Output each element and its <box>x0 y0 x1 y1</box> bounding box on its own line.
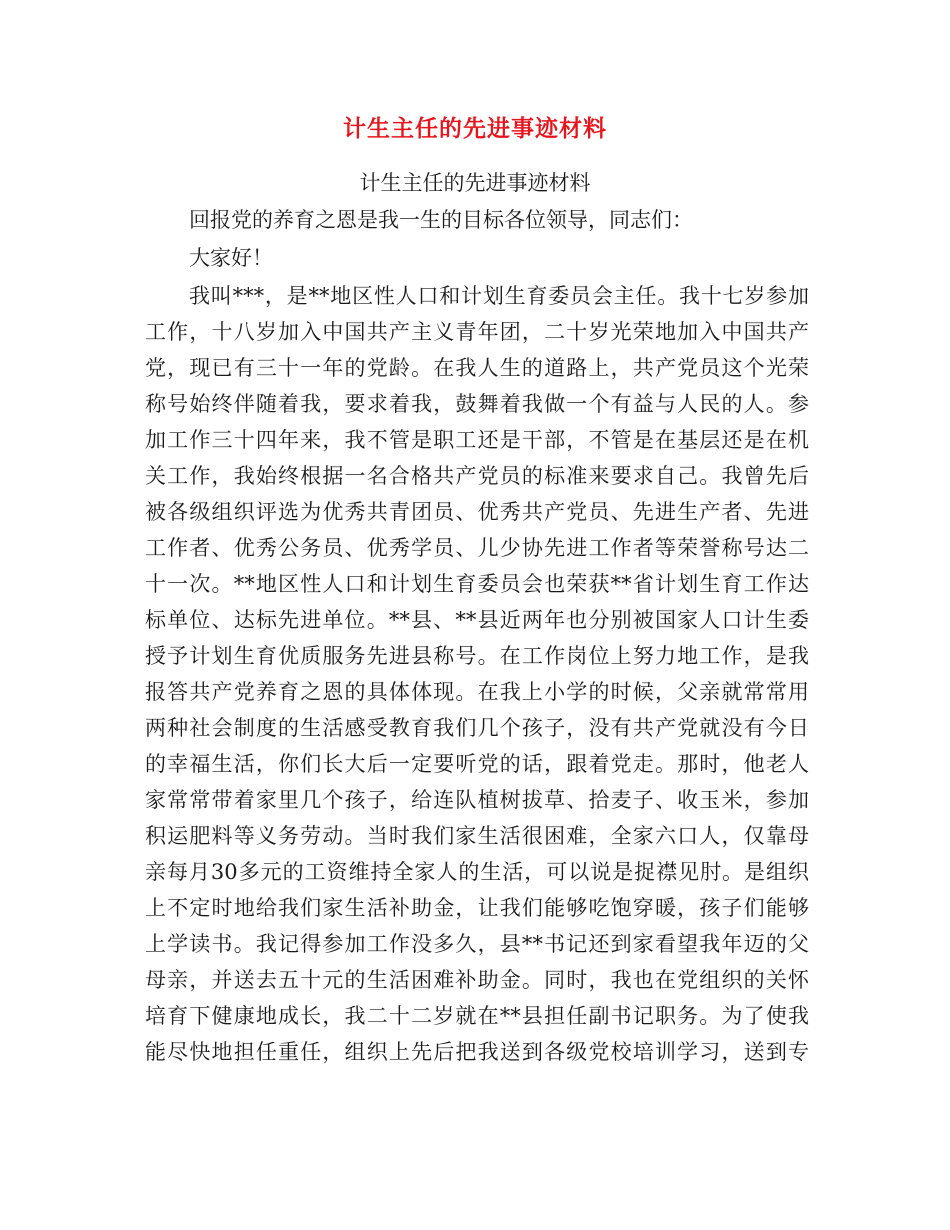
greeting-line: 大家好！ <box>189 246 273 270</box>
body-line: 十一次。**地区性人口和计划生育委员会也荣获**省计划生育工作达 <box>145 572 809 596</box>
body-line: 被各级组织评选为优秀共青团员、优秀共产党员、先进生产者、先进 <box>145 500 809 524</box>
body-line: 母亲，并送去五十元的生活困难补助金。同时，我也在党组织的关怀 <box>145 968 809 992</box>
body-line: 家常常带着家里几个孩子，给连队植树拔草、拾麦子、收玉米，参加 <box>145 788 809 812</box>
body-line: 称号始终伴随着我，要求着我，鼓舞着我做一个有益与人民的人。参 <box>145 392 809 416</box>
body-line: 报答共产党养育之恩的具体体现。在我上小学的时候，父亲就常常用 <box>145 680 809 704</box>
body-line: 加工作三十四年来，我不管是职工还是干部，不管是在基层还是在机 <box>145 428 809 452</box>
body-line: 培育下健康地成长，我二十二岁就在**县担任副书记职务。为了使我 <box>145 1004 809 1028</box>
body-line: 工作者、优秀公务员、优秀学员、儿少协先进工作者等荣誉称号达二 <box>145 536 809 560</box>
document-title: 计生主任的先进事迹材料 <box>343 115 607 142</box>
body-line: 能尽快地担任重任，组织上先后把我送到各级党校培训学习，送到专 <box>145 1040 809 1064</box>
body-line: 授予计划生育优质服务先进县称号。在工作岗位上努力地工作，是我 <box>145 644 809 668</box>
body-line: 亲每月30多元的工资维持全家人的生活，可以说是捉襟见肘。是组织 <box>145 860 809 884</box>
body-line: 标单位、达标先进单位。**县、**县近两年也分别被国家人口计生委 <box>145 608 809 632</box>
body-line: 的幸福生活，你们长大后一定要听党的话，跟着党走。那时，他老人 <box>145 752 809 776</box>
body-line: 我叫***，是**地区性人口和计划生育委员会主任。我十七岁参加 <box>189 284 809 308</box>
body-line: 上不定时地给我们家生活补助金，让我们能够吃饱穿暖，孩子们能够 <box>145 896 809 920</box>
body-line: 党，现已有三十一年的党龄。在我人生的道路上，共产党员这个光荣 <box>145 356 809 380</box>
body-line: 工作，十八岁加入中国共产主义青年团，二十岁光荣地加入中国共产 <box>145 320 809 344</box>
opening-line: 回报党的养育之恩是我一生的目标各位领导，同志们： <box>189 208 693 232</box>
body-line: 关工作，我始终根据一名合格共产党员的标准来要求自己。我曾先后 <box>145 464 809 488</box>
body-line: 上学读书。我记得参加工作没多久，县**书记还到家看望我年迈的父 <box>145 932 809 956</box>
document-subtitle: 计生主任的先进事迹材料 <box>359 171 591 195</box>
body-line: 两种社会制度的生活感受教育我们几个孩子，没有共产党就没有今日 <box>145 716 809 740</box>
body-line: 积运肥料等义务劳动。当时我们家生活很困难，全家六口人，仅靠母 <box>145 824 809 848</box>
